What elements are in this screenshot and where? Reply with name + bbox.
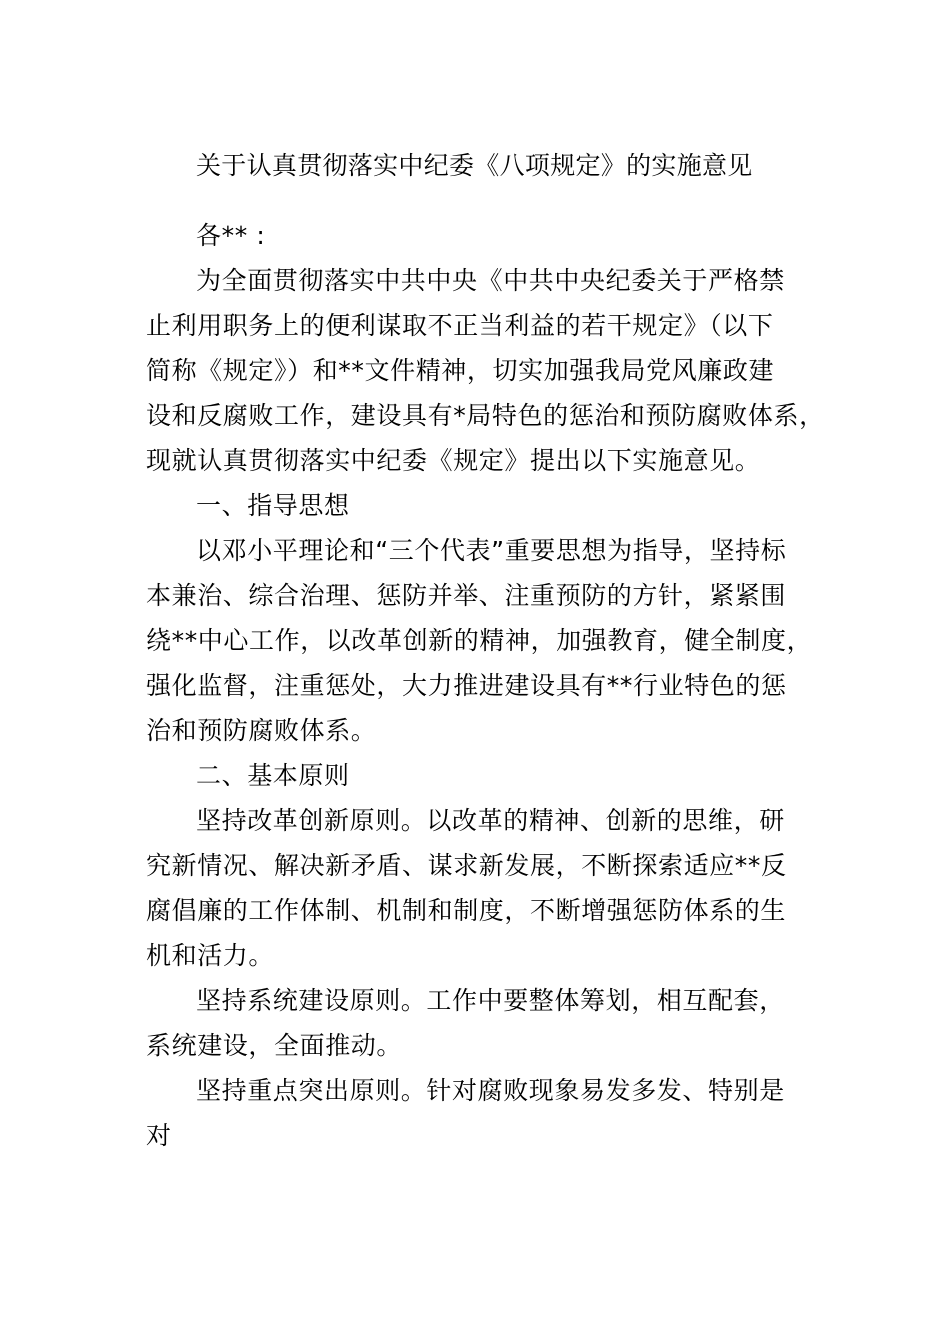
text-line: 现就认真贯彻落实中纪委《规定》提出以下实施意见。 [146, 446, 761, 475]
text-line: 强化监督，注重惩处，大力推进建设具有**行业特色的惩 [146, 671, 787, 700]
text-line: 简称《规定》）和**文件精神，切实加强我局党风廉政建 [146, 356, 775, 385]
document-title: 关于认真贯彻落实中纪委《八项规定》的实施意见 [196, 151, 753, 180]
text-line: 腐倡廉的工作体制、机制和制度，不断增强惩防体系的生 [146, 896, 787, 925]
text-line: 系统建设，全面推动。 [146, 1031, 403, 1060]
text-line: 止利用职务上的便利谋取不正当利益的若干规定》（以下 [146, 311, 774, 340]
text-line: 设和反腐败工作，建设具有*局特色的惩治和预防腐败体系， [146, 401, 825, 430]
text-line: 本兼治、综合治理、惩防并举、注重预防的方针，紧紧围 [146, 581, 787, 610]
text-line: 治和预防腐败体系。 [146, 716, 377, 745]
text-line: 绕**中心工作，以改革创新的精神，加强教育，健全制度， [146, 626, 813, 655]
text-line: 究新情况、解决新矛盾、谋求新发展，不断探索适应**反 [146, 851, 787, 880]
text-line: 坚持改革创新原则。以改革的精神、创新的思维，研 [196, 806, 785, 835]
text-line: 机和活力。 [146, 941, 275, 970]
text-line: 以邓小平理论和“三个代表”重要思想为指导，坚持标 [196, 536, 787, 565]
salutation-line: 各** : [196, 221, 266, 250]
section-heading: 二、基本原则 [196, 761, 350, 790]
section-heading: 一、指导思想 [196, 491, 350, 520]
text-line: 坚持系统建设原则。工作中要整体筹划，相互配套， [196, 986, 785, 1015]
text-line: 坚持重点突出原则。针对腐败现象易发多发、特别是 [196, 1076, 785, 1105]
text-line: 对 [146, 1121, 172, 1150]
text-line: 为全面贯彻落实中共中央《中共中央纪委关于严格禁 [196, 266, 785, 295]
